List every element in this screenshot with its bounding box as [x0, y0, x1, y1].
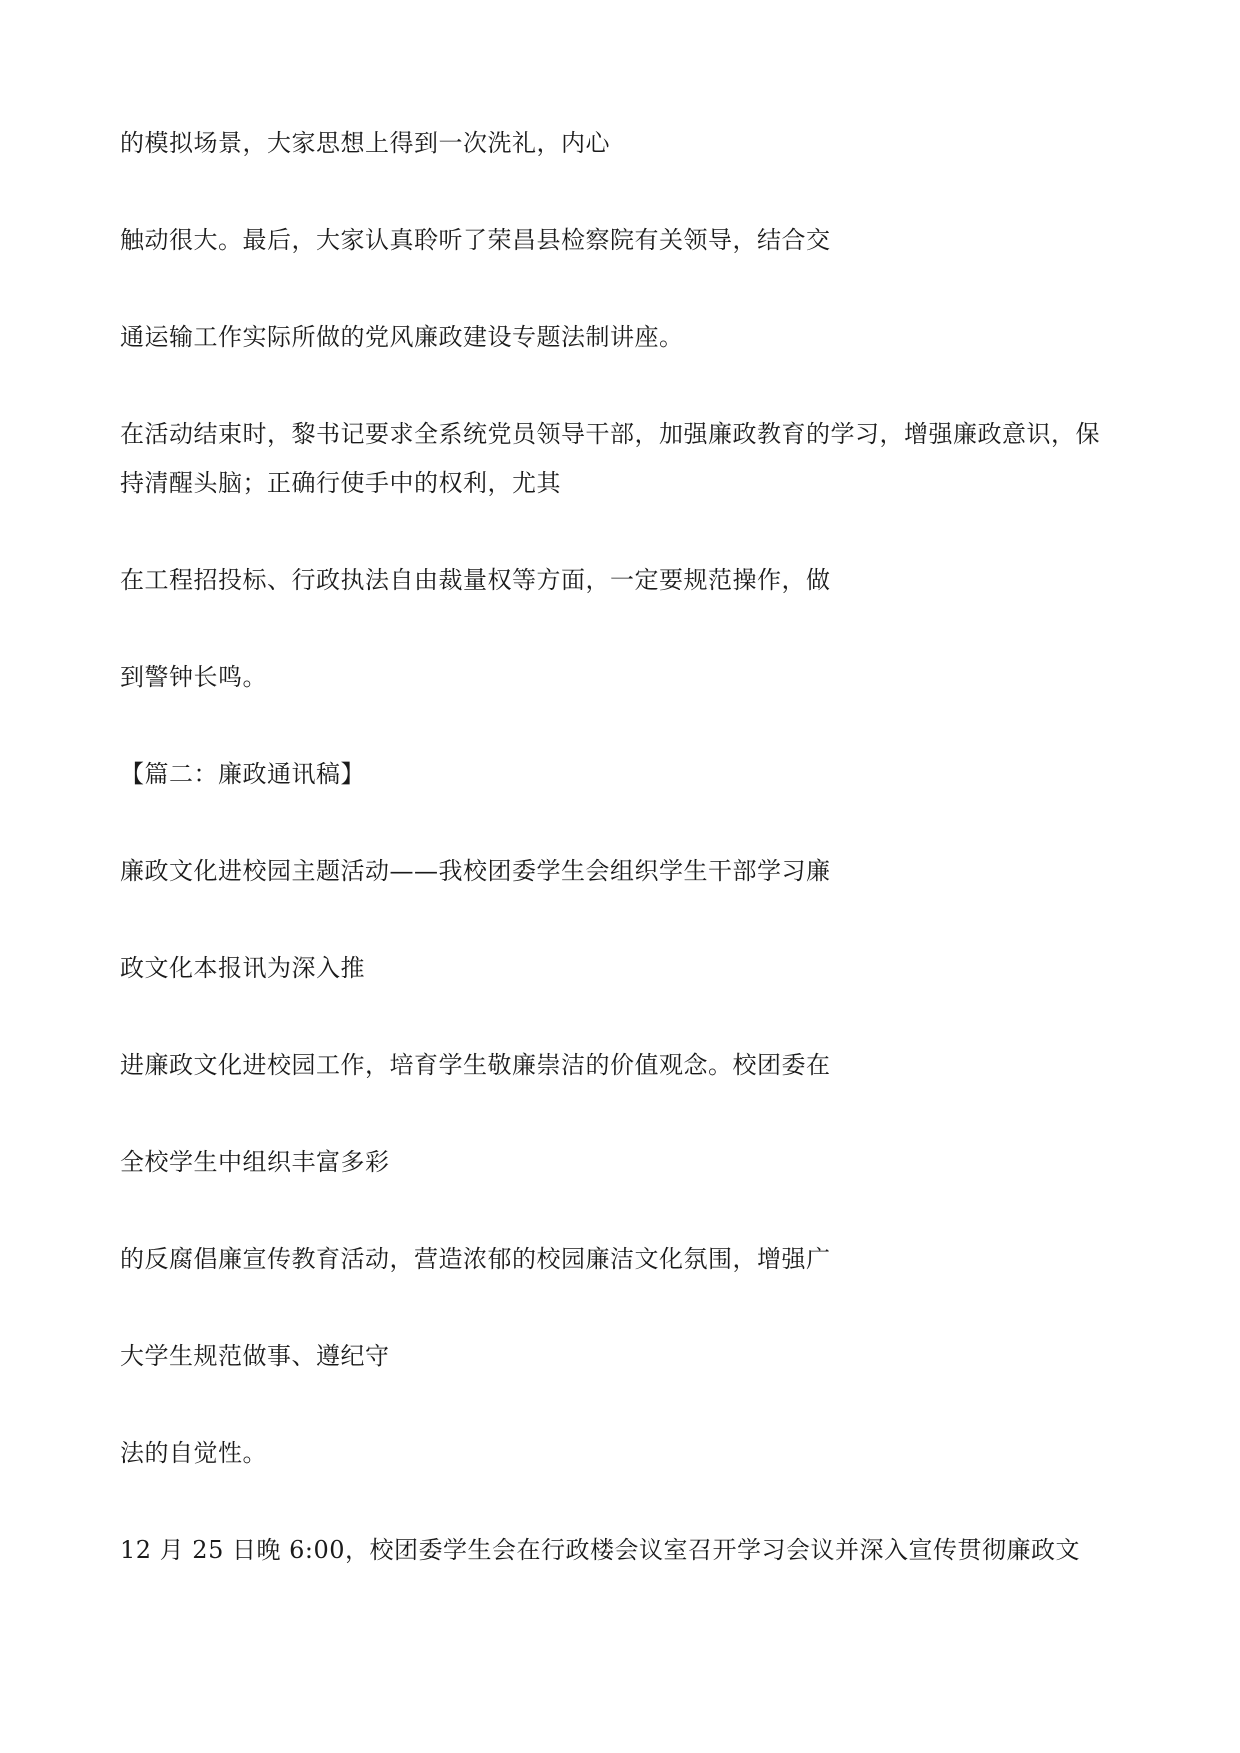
body-text-line: 触动很大。最后，大家认真聆听了荣昌县检察院有关领导，结合交 — [120, 226, 831, 254]
body-text-line: 到警钟长鸣。 — [120, 663, 267, 691]
body-text-line: 法的自觉性。 — [120, 1439, 267, 1467]
section-heading: 【篇二：廉政通讯稿】 — [120, 760, 365, 788]
body-text-line: 的反腐倡廉宣传教育活动，营造浓郁的校园廉洁文化氛围，增强广 — [120, 1245, 831, 1273]
body-text-line: 进廉政文化进校园工作，培育学生敬廉崇洁的价值观念。校团委在 — [120, 1051, 831, 1079]
body-text-line: 政文化本报讯为深入推 — [120, 954, 365, 982]
body-text-line: 廉政文化进校园主题活动——我校团委学生会组织学生干部学习廉 — [120, 857, 831, 885]
body-text-line: 在活动结束时，黎书记要求全系统党员领导干部，加强廉政教育的学习，增强廉政意识，保 — [120, 420, 1100, 448]
body-text-line: 大学生规范做事、遵纪守 — [120, 1342, 390, 1370]
body-text-line: 持清醒头脑；正确行使手中的权利，尤其 — [120, 469, 561, 497]
body-text-line: 的模拟场景，大家思想上得到一次洗礼，内心 — [120, 129, 610, 157]
body-text-line: 通运输工作实际所做的党风廉政建设专题法制讲座。 — [120, 323, 684, 351]
body-text-line: 12 月 25 日晚 6:00，校团委学生会在行政楼会议室召开学习会议并深入宣传贯彻廉政文 — [120, 1536, 1080, 1564]
body-text-line: 全校学生中组织丰富多彩 — [120, 1148, 390, 1176]
body-text-line: 在工程招投标、行政执法自由裁量权等方面，一定要规范操作，做 — [120, 566, 831, 594]
